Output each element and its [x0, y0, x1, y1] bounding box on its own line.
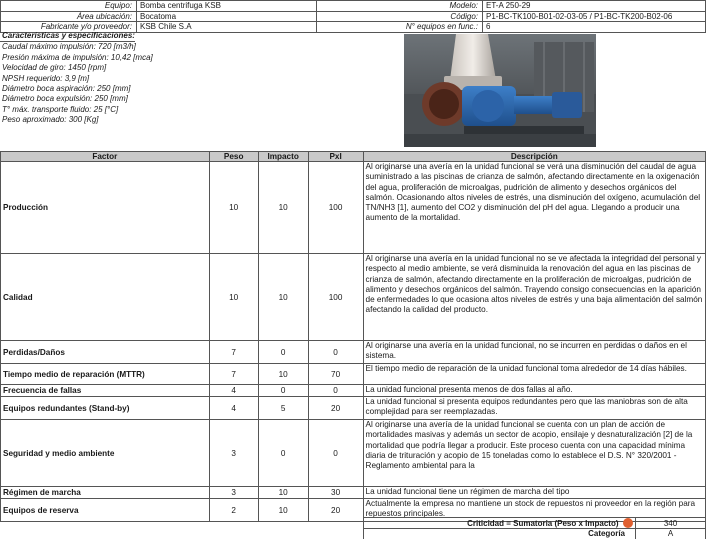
factor-cell: Seguridad y medio ambiente	[1, 420, 210, 487]
impacto-cell: 0	[258, 385, 308, 397]
peso-cell: 7	[209, 364, 258, 385]
table-header-row	[1, 152, 706, 162]
impacto-cell: 10	[258, 254, 308, 341]
description-cell: Actualmente la empresa no mantiene un stock de repuestos ni proveedor en la región para repuestos principales.	[363, 499, 705, 522]
description-cell: La unidad funcional presenta menos de dos fallas al año.	[363, 385, 705, 397]
criticidad-indicator-dot	[623, 518, 633, 528]
factor-cell: Equipos redundantes (Stand-by)	[1, 397, 210, 420]
categoria-value: A	[636, 529, 706, 539]
area-label: Área ubicación:	[1, 11, 137, 22]
description-cell: La unidad funcional si presenta equipos redundantes pero que las maniobras son de alta complejidad para ser reemplazadas.	[363, 397, 705, 420]
table-row	[1, 487, 706, 499]
factor-cell: Calidad	[1, 254, 210, 341]
impacto-cell: 10	[258, 487, 308, 499]
peso-cell: 7	[209, 341, 258, 364]
nequipos-value: 6	[483, 22, 706, 33]
peso-cell: 2	[209, 499, 258, 522]
pxi-cell: 100	[308, 254, 363, 341]
pxi-cell: 0	[308, 341, 363, 364]
factor-cell: Producción	[1, 162, 210, 254]
table-row	[1, 341, 706, 364]
fabricante-value: KSB Chile S.A	[137, 22, 317, 33]
spec-line: Presión máxima de impulsión: 10,42 [mca]	[2, 52, 153, 62]
nequipos-label: N° equipos en func.:	[317, 22, 483, 33]
spec-line: NPSH requerido: 3,9 [m]	[2, 73, 90, 83]
description-cell: Al originarse una avería en la unidad funcional no se ve afectada la integridad del personal y respecto al medio ambiente, se verá disminuida la renovación del agua en las piscinas de crianza de salmón, afectando directamente en la proliferación de microalgas, pudrición de alimento y desechos orgánicos del salmón. Trayendo consigo consecuencias en la aparición de enfermedades lo que ocasiona altos niveles de estrés y una baja alimentación del salmón afectando la calidad del producto.	[363, 254, 705, 341]
peso-cell: 3	[209, 487, 258, 499]
impacto-cell: 10	[258, 364, 308, 385]
peso-cell: 10	[209, 254, 258, 341]
col-header-factor: Factor	[1, 152, 210, 162]
criticidad-label: Criticidad = Sumatoria (Peso x Impacto)	[364, 518, 622, 529]
description-cell: El tiempo medio de reparación de la unidad funcional toma alrededor de 14 días hábiles.	[363, 364, 705, 385]
pxi-cell: 20	[308, 397, 363, 420]
factor-cell: Equipos de reserva	[1, 499, 210, 522]
pxi-cell: 100	[308, 162, 363, 254]
factor-cell: Tiempo medio de reparación (MTTR)	[1, 364, 210, 385]
categoria-label: Categoría	[364, 529, 636, 539]
equipo-label: Equipo:	[1, 1, 137, 12]
table-row	[1, 420, 706, 487]
fabricante-label: Fabricante y/o proveedor:	[1, 22, 137, 33]
impacto-cell: 10	[258, 499, 308, 522]
spec-line: Peso aproximado: 300 [Kg]	[2, 115, 99, 125]
peso-cell: 4	[209, 385, 258, 397]
spec-line: T° máx. transporte fluido: 25 [°C]	[2, 104, 119, 114]
area-value: Bocatoma	[137, 11, 317, 22]
impacto-cell: 5	[258, 397, 308, 420]
specifications	[0, 31, 365, 126]
factor-cell: Perdidas/Daños	[1, 341, 210, 364]
equipo-value: Bomba centrifuga KSB	[137, 1, 317, 12]
spec-line: Velocidad de giro: 1450 [rpm]	[2, 63, 107, 73]
col-header-impacto: Impacto	[258, 152, 308, 162]
codigo-value: P1-BC-TK100-B01-02-03-05 / P1-BC-TK200-B02-06	[483, 11, 706, 22]
factor-cell: Frecuencia de fallas	[1, 385, 210, 397]
table-row	[1, 397, 706, 420]
pxi-cell: 0	[308, 420, 363, 487]
spec-line: Diámetro boca expulsión: 250 [mm]	[2, 94, 128, 104]
modelo-label: Modelo:	[317, 1, 483, 12]
description-cell: La unidad funcional tiene un régimen de marcha del tipo	[363, 487, 705, 499]
factor-cell: Régimen de marcha	[1, 487, 210, 499]
pxi-cell: 30	[308, 487, 363, 499]
modelo-value: ET-A 250-29	[483, 1, 706, 12]
pump-image	[404, 34, 596, 147]
spec-line: Caudal máximo impulsión: 720 [m3/h]	[2, 42, 136, 52]
codigo-label: Código:	[317, 11, 483, 22]
impacto-cell: 10	[258, 162, 308, 254]
peso-cell: 4	[209, 397, 258, 420]
table-row	[1, 162, 706, 254]
pxi-cell: 20	[308, 499, 363, 522]
impacto-cell: 0	[258, 341, 308, 364]
pump-photo	[404, 34, 596, 147]
specs-title: Características y especificaciones:	[0, 31, 135, 42]
pxi-cell: 0	[308, 385, 363, 397]
table-row	[1, 364, 706, 385]
col-header-pxi: PxI	[308, 152, 363, 162]
peso-cell: 10	[209, 162, 258, 254]
equipment-header	[0, 0, 706, 33]
description-cell: Al originarse una avería de la unidad funcional se cuenta con un plan de acción de mortalidades masivas y además un sector de acopio, ensilaje y desnaturalización [2] de la mortalidad que podría llegar a producir. Este proceso cuenta con una capacidad mínima diaria de trituración y acopio de 15 toneladas como lo establece el D.S. N° 320/2001 - Reglamento ambiental para la	[363, 420, 705, 487]
spec-line: Diámetro boca aspiración: 250 [mm]	[2, 84, 131, 94]
col-header-peso: Peso	[209, 152, 258, 162]
criticality-table	[0, 151, 706, 522]
col-header-descripcion: Descripción	[363, 152, 705, 162]
description-cell: Al originarse una avería en la unidad funcional se verá una disminución del caudal de agua suministrado a las piscinas de crianza de salmón, afectando directamente en la oxigenación del agua, proliferación de microalgas, pudrición de alimento y desechos orgánicos del salmón. Ocasionando altos niveles de estrés, una disminución del oxígeno, acumulación del TN/NH3 [1], aumento del CO2 y disminución del pH del agua. Llegando a producir una aumento de la mortalidad.	[363, 162, 705, 254]
table-row	[1, 254, 706, 341]
impacto-cell: 0	[258, 420, 308, 487]
criticality-summary	[363, 517, 706, 539]
table-row	[1, 385, 706, 397]
peso-cell: 3	[209, 420, 258, 487]
criticidad-value: 340	[636, 518, 706, 529]
pxi-cell: 70	[308, 364, 363, 385]
description-cell: Al originarse una avería en la unidad funcional, no se incurren en perdidas o daños en el sistema.	[363, 341, 705, 364]
criticidad-indicator-cell	[622, 518, 636, 529]
